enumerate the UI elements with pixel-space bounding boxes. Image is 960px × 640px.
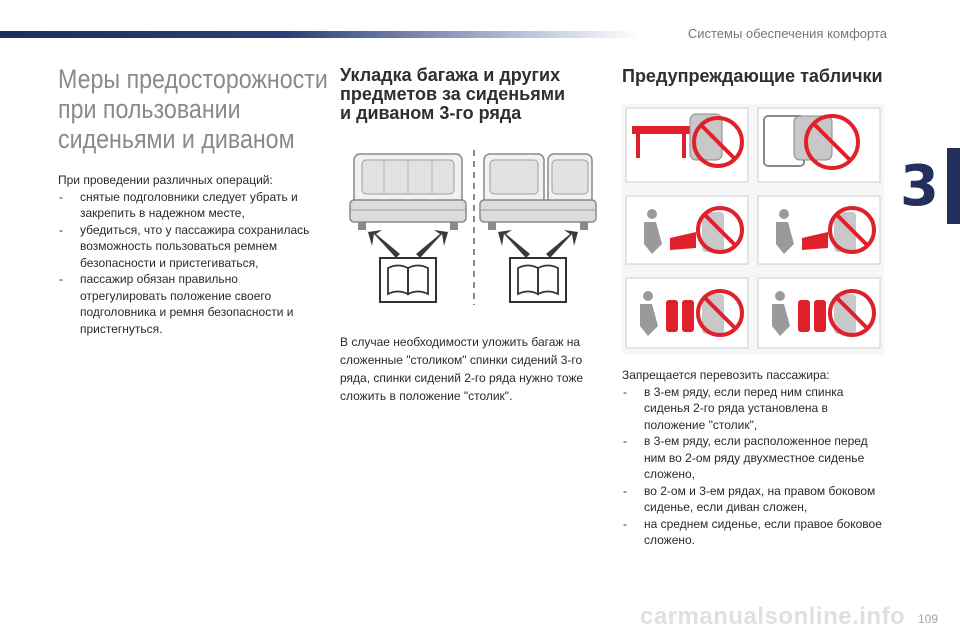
chapter-number: 3: [900, 154, 939, 219]
luggage-title-line: и диваном 3-го ряда: [340, 103, 522, 123]
precautions-list: [58, 189, 318, 338]
precautions-title-line: при пользовании: [58, 94, 241, 124]
section-title: Системы обеспечения комфорта: [687, 26, 887, 41]
list-item: - на среднем сиденье, если правое боковое сложено.: [622, 516, 892, 549]
manual-book-icon: [380, 258, 436, 302]
luggage-title-line: предметов за сиденьями: [340, 84, 566, 104]
luggage-title-line: Укладка багажа и других: [340, 65, 561, 85]
list-item: - в 3-ем ряду, если расположенное перед ним во 2-ом ряду двухместное сиденье сложено,: [622, 433, 892, 483]
watermark: carmanualsonline.info: [640, 603, 906, 630]
list-item: - убедиться, что у пассажира сохранилась возможность пользоваться ремнем безопасности и пристегиваться,: [58, 222, 318, 272]
warning-intro: Запрещается перевозить пассажира:: [622, 368, 830, 382]
chapter-tab: [947, 148, 960, 224]
header-bar: [0, 31, 640, 38]
precautions-title-line: сиденьями и диваном: [58, 124, 295, 154]
manual-book-icon: [510, 258, 566, 302]
warning-label-folded-seat: [758, 108, 880, 182]
luggage-text: В случае необходимости уложить багаж на сложенные "столиком" спинки сидений 3-го ряда, спинки сидений 2-го ряда нужно тоже сложить в положение "столик".: [340, 335, 584, 403]
seat-diagram-left: [350, 154, 466, 230]
warning-list: [622, 384, 892, 549]
list-item: - пассажир обязан правильно отрегулировать положение своего подголовника и ремня безопасности и пристегнуться.: [58, 271, 318, 337]
list-item: - во 2-ом и 3-ем рядах, на правом боковом сиденье, если диван сложен,: [622, 483, 892, 516]
warning-label-passenger: [626, 196, 748, 264]
precautions-text: [58, 172, 318, 337]
seat-illustration: [344, 150, 600, 310]
list-item: - снятые подголовники следует убрать и закрепить в надежном месте,: [58, 189, 318, 222]
warning-labels-illustration: [622, 104, 884, 354]
warning-label-table-seat: [626, 108, 748, 182]
warning-label-passenger: [626, 278, 748, 348]
warning-label-passenger: [758, 196, 880, 264]
seat-diagram-right: [480, 154, 596, 230]
precautions-title: [58, 64, 328, 154]
warning-label-passenger: [758, 278, 880, 348]
warning-labels-text: [622, 367, 892, 549]
warning-labels-title: Предупреждающие таблички: [622, 66, 883, 86]
precautions-intro: При проведении различных операций:: [58, 173, 273, 187]
luggage-title: [340, 66, 610, 123]
page-number: 109: [917, 612, 938, 626]
precautions-title-line: Меры предосторожности: [58, 64, 328, 94]
list-item: - в 3-ем ряду, если перед ним спинка сиденья 2-го ряда установлена в положение "столик",: [622, 384, 892, 434]
